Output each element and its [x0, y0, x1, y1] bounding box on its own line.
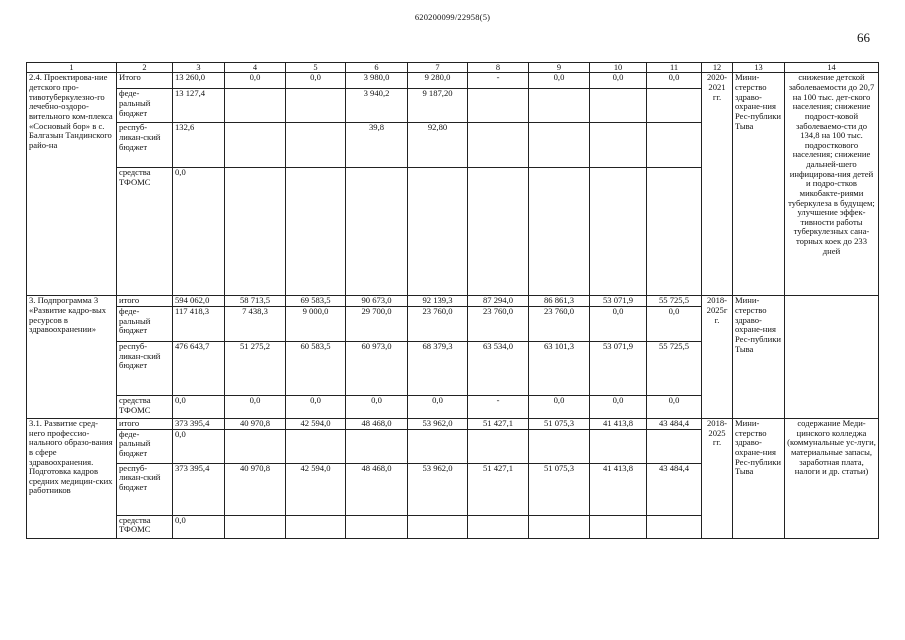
funding-source-label: феде-ральный бюджет — [117, 429, 173, 463]
amount-cell: 39,8 — [346, 123, 408, 168]
amount-cell: 86 861,3 — [529, 296, 590, 307]
amount-cell — [225, 123, 286, 168]
amount-cell — [286, 168, 346, 296]
column-number: 3 — [173, 63, 225, 73]
amount-cell — [468, 515, 529, 538]
amount-cell: - — [468, 73, 529, 89]
amount-cell — [590, 89, 647, 123]
amount-cell: 594 062,0 — [173, 296, 225, 307]
amount-cell: 0,0 — [529, 396, 590, 419]
table-row — [27, 73, 879, 89]
amount-cell — [225, 168, 286, 296]
column-number: 11 — [647, 63, 702, 73]
amount-cell — [529, 123, 590, 168]
amount-cell: 373 395,4 — [173, 419, 225, 430]
amount-cell — [529, 168, 590, 296]
amount-cell: 0,0 — [173, 396, 225, 419]
column-number: 7 — [408, 63, 468, 73]
amount-cell: 87 294,0 — [468, 296, 529, 307]
amount-cell — [286, 89, 346, 123]
amount-cell: 60 583,5 — [286, 342, 346, 396]
amount-cell: 476 643,7 — [173, 342, 225, 396]
amount-cell: 55 725,5 — [647, 296, 702, 307]
amount-cell: 51 427,1 — [468, 463, 529, 515]
amount-cell: 69 583,5 — [286, 296, 346, 307]
column-number: 10 — [590, 63, 647, 73]
amount-cell: 0,0 — [647, 307, 702, 342]
amount-cell: 51 075,3 — [529, 419, 590, 430]
amount-cell — [346, 168, 408, 296]
funding-source-label: итого — [117, 296, 173, 307]
amount-cell: 13 127,4 — [173, 89, 225, 123]
column-number: 4 — [225, 63, 286, 73]
amount-cell — [647, 429, 702, 463]
period-cell: 2018-2025 гг. — [702, 419, 733, 539]
period-cell: 2018-2025г г. — [702, 296, 733, 419]
activity-name: 3.1. Развитие сред-него профессио-нального образо-вания в сфере здравоохранения. Подготовка кадров средних медицин-ских работников — [27, 419, 117, 539]
amount-cell — [590, 429, 647, 463]
amount-cell: - — [468, 396, 529, 419]
amount-cell: 53 962,0 — [408, 419, 468, 430]
funding-source-label: Итого — [117, 73, 173, 89]
amount-cell: 43 484,4 — [647, 463, 702, 515]
amount-cell: 0,0 — [590, 307, 647, 342]
program-finance-table — [26, 62, 879, 539]
amount-cell: 48 468,0 — [346, 463, 408, 515]
document-code: 620200099/22958(5) — [414, 12, 491, 22]
amount-cell — [590, 168, 647, 296]
executor-cell: Мини-стерство здраво-охране-ния Рес-публики Тыва — [733, 73, 785, 296]
amount-cell: 60 973,0 — [346, 342, 408, 396]
amount-cell — [225, 429, 286, 463]
amount-cell: 23 760,0 — [529, 307, 590, 342]
column-number: 1 — [27, 63, 117, 73]
amount-cell: 132,6 — [173, 123, 225, 168]
amount-cell: 3 980,0 — [346, 73, 408, 89]
funding-source-label: итого — [117, 419, 173, 430]
amount-cell: 42 594,0 — [286, 419, 346, 430]
amount-cell: 7 438,3 — [225, 307, 286, 342]
column-number: 13 — [733, 63, 785, 73]
amount-cell: 0,0 — [225, 396, 286, 419]
amount-cell — [468, 429, 529, 463]
amount-cell: 41 413,8 — [590, 463, 647, 515]
amount-cell: 0,0 — [346, 396, 408, 419]
amount-cell: 63 534,0 — [468, 342, 529, 396]
amount-cell: 0,0 — [647, 73, 702, 89]
amount-cell: 41 413,8 — [590, 419, 647, 430]
column-number-row — [27, 63, 879, 73]
amount-cell — [468, 89, 529, 123]
amount-cell — [408, 168, 468, 296]
amount-cell — [590, 515, 647, 538]
amount-cell: 48 468,0 — [346, 419, 408, 430]
amount-cell — [529, 515, 590, 538]
column-number: 9 — [529, 63, 590, 73]
amount-cell: 40 970,8 — [225, 419, 286, 430]
amount-cell — [529, 89, 590, 123]
column-number: 12 — [702, 63, 733, 73]
amount-cell: 0,0 — [173, 429, 225, 463]
funding-source-label: респуб-ликан-ский бюджет — [117, 123, 173, 168]
column-number: 8 — [468, 63, 529, 73]
amount-cell: 42 594,0 — [286, 463, 346, 515]
amount-cell — [346, 515, 408, 538]
amount-cell — [647, 89, 702, 123]
amount-cell: 373 395,4 — [173, 463, 225, 515]
expected-result-cell — [785, 296, 879, 419]
amount-cell: 0,0 — [590, 396, 647, 419]
amount-cell — [529, 429, 590, 463]
amount-cell — [286, 123, 346, 168]
amount-cell: 51 275,2 — [225, 342, 286, 396]
amount-cell — [286, 515, 346, 538]
activity-name: 3. Подпрограмма 3 «Развитие кадро-вых ресурсов в здравоохранении» — [27, 296, 117, 419]
amount-cell: 53 962,0 — [408, 463, 468, 515]
period-cell: 2020-2021 гг. — [702, 73, 733, 296]
amount-cell: 9 000,0 — [286, 307, 346, 342]
funding-source-label: респуб-ликан-ский бюджет — [117, 342, 173, 396]
amount-cell: 53 071,9 — [590, 296, 647, 307]
amount-cell: 3 940,2 — [346, 89, 408, 123]
amount-cell: 0,0 — [173, 515, 225, 538]
table-row — [27, 296, 879, 307]
funding-source-label: средства ТФОМС — [117, 396, 173, 419]
amount-cell: 92,80 — [408, 123, 468, 168]
expected-result-cell: содержание Меди-цинского колледжа (коммунальные ус-луги, материальные запасы, заработная плата, налоги и др. статьи) — [785, 419, 879, 539]
amount-cell: 0,0 — [590, 73, 647, 89]
amount-cell: 51 075,3 — [529, 463, 590, 515]
column-number: 5 — [286, 63, 346, 73]
amount-cell: 0,0 — [173, 168, 225, 296]
activity-name: 2.4. Проектирова-ние детского про-тивотуберкулезно-го лечебно-оздоро-вительного ком-плекса «Сосновый бор» в с. Балгазын Тандинского райо-на — [27, 73, 117, 296]
amount-cell: 58 713,5 — [225, 296, 286, 307]
funding-source-label: средства ТФОМС — [117, 515, 173, 538]
amount-cell — [346, 429, 408, 463]
amount-cell: 68 379,3 — [408, 342, 468, 396]
amount-cell: 53 071,9 — [590, 342, 647, 396]
amount-cell: 9 187,20 — [408, 89, 468, 123]
amount-cell — [647, 515, 702, 538]
executor-cell: Мини-стерство здраво-охране-ния Рес-публики Тыва — [733, 296, 785, 419]
amount-cell: 29 700,0 — [346, 307, 408, 342]
amount-cell: 0,0 — [225, 73, 286, 89]
column-number: 2 — [117, 63, 173, 73]
amount-cell: 43 484,4 — [647, 419, 702, 430]
amount-cell: 0,0 — [647, 396, 702, 419]
amount-cell: 51 427,1 — [468, 419, 529, 430]
amount-cell — [225, 89, 286, 123]
executor-cell: Мини-стерство здраво-охране-ния Рес-публики Тыва — [733, 419, 785, 539]
table-row — [27, 419, 879, 430]
amount-cell: 23 760,0 — [468, 307, 529, 342]
page-number: 66 — [857, 30, 870, 45]
amount-cell: 23 760,0 — [408, 307, 468, 342]
amount-cell: 90 673,0 — [346, 296, 408, 307]
amount-cell: 63 101,3 — [529, 342, 590, 396]
amount-cell: 9 280,0 — [408, 73, 468, 89]
amount-cell: 13 260,0 — [173, 73, 225, 89]
funding-source-label: феде-ральный бюджет — [117, 89, 173, 123]
amount-cell: 0,0 — [529, 73, 590, 89]
amount-cell — [408, 515, 468, 538]
amount-cell — [590, 123, 647, 168]
amount-cell: 0,0 — [286, 73, 346, 89]
amount-cell: 92 139,3 — [408, 296, 468, 307]
amount-cell: 55 725,5 — [647, 342, 702, 396]
column-number: 6 — [346, 63, 408, 73]
amount-cell — [225, 515, 286, 538]
amount-cell: 117 418,3 — [173, 307, 225, 342]
expected-result-cell: снижение детской заболеваемости до 20,7 на 100 тыс. дет-ского населения; снижение подрост-ковой заболеваемо-сти до 134,8 на 100 тыс. подросткового населения; снижение дальней-шего инфицирова-ния детей и подро-стков микобакте-риями туберкулеза в будущем; улучшение эффек-тивности работы туберкулезных сана-торных коек до 233 дней — [785, 73, 879, 296]
amount-cell — [647, 168, 702, 296]
amount-cell — [468, 168, 529, 296]
amount-cell — [647, 123, 702, 168]
funding-source-label: респуб-ликан-ский бюджет — [117, 463, 173, 515]
amount-cell: 40 970,8 — [225, 463, 286, 515]
amount-cell — [468, 123, 529, 168]
amount-cell — [408, 429, 468, 463]
funding-source-label: феде-ральный бюджет — [117, 307, 173, 342]
amount-cell — [286, 429, 346, 463]
column-number: 14 — [785, 63, 879, 73]
amount-cell: 0,0 — [286, 396, 346, 419]
funding-source-label: средства ТФОМС — [117, 168, 173, 296]
amount-cell: 0,0 — [408, 396, 468, 419]
